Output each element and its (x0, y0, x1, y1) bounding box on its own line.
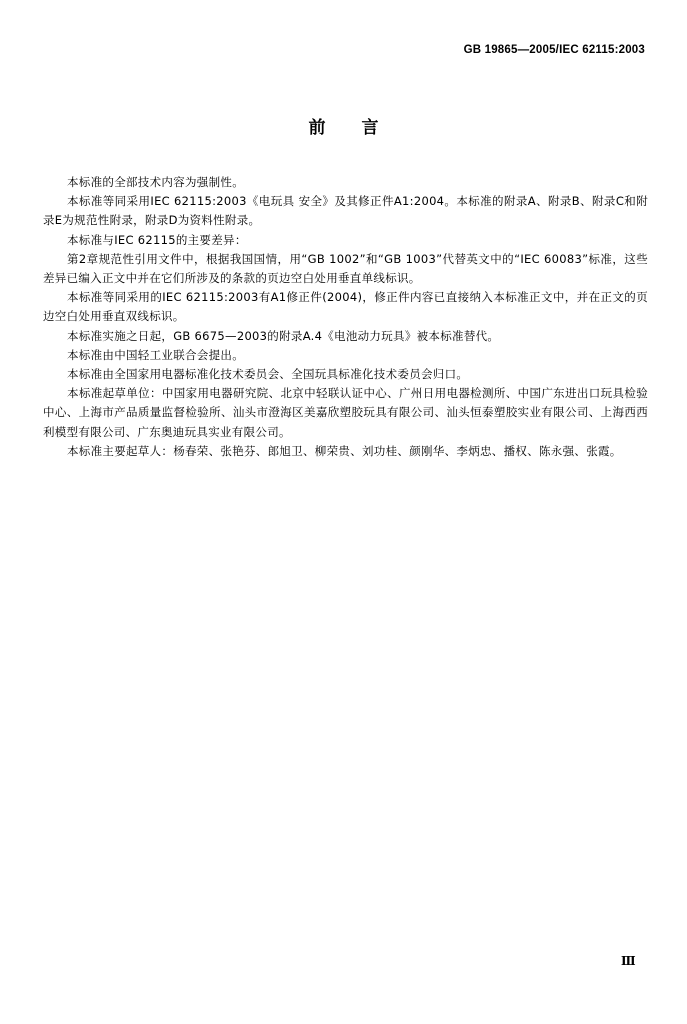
page-title: 前言 (308, 118, 415, 138)
paragraph: 本标准主要起草人：杨春荣、张艳芬、郎旭卫、柳荣贵、刘功桂、颜刚华、李炳忠、播权、陈永强、张霞。 (67, 443, 622, 458)
paragraph: 本标准起草单位：中国家用电器研究院、北京中轻联认证中心、广州日用电器检测所、中国广东进出口玩具检验中心、上海市产品质量监督检验所、汕头市澄海区美嘉欣塑胶玩具有限公司、汕头恒泰塑胶实业有限公司、上海西西利模型有限公司、广东奥迪玩具实业有限公司。 (43, 386, 648, 439)
standard-code: GB 19865—2005/IEC 62115:2003 (463, 44, 645, 56)
paragraph: 本标准由中国轻工业联合会提出。 (67, 347, 244, 362)
paragraph: 本标准由全国家用电器标准化技术委员会、全国玩具标准化技术委员会归口。 (67, 367, 469, 382)
paragraph: 本标准与IEC 62115的主要差异： (67, 232, 247, 247)
paragraph: 本标准等同采用IEC 62115:2003《电玩具 安全》及其修正件A1:2004。本标准的附录A、附录B、附录C和附录E为规范性附录，附录D为资料性附录。 (43, 194, 648, 228)
page-number: Ⅲ (621, 954, 636, 968)
paragraph: 本标准实施之日起，GB 6675—2003的附录A.4《电池动力玩具》被本标准替代。 (67, 328, 500, 343)
paragraph: 本标准的全部技术内容为强制性。 (67, 175, 244, 189)
paragraph: 第2章规范性引用文件中，根据我国国情，用“GB 1002”和“GB 1003”代替英文中的“IEC 60083”标准，这些差异已编入正文中并在它们所涉及的条款的页边空白处用垂直单线标识。 (43, 251, 648, 286)
paragraph: 本标准等同采用的IEC 62115:2003有A1修正件(2004)，修正件内容已直接纳入本标准正文中，并在正文的页边空白处用垂直双线标识。 (43, 290, 648, 324)
preface-body (43, 173, 648, 461)
